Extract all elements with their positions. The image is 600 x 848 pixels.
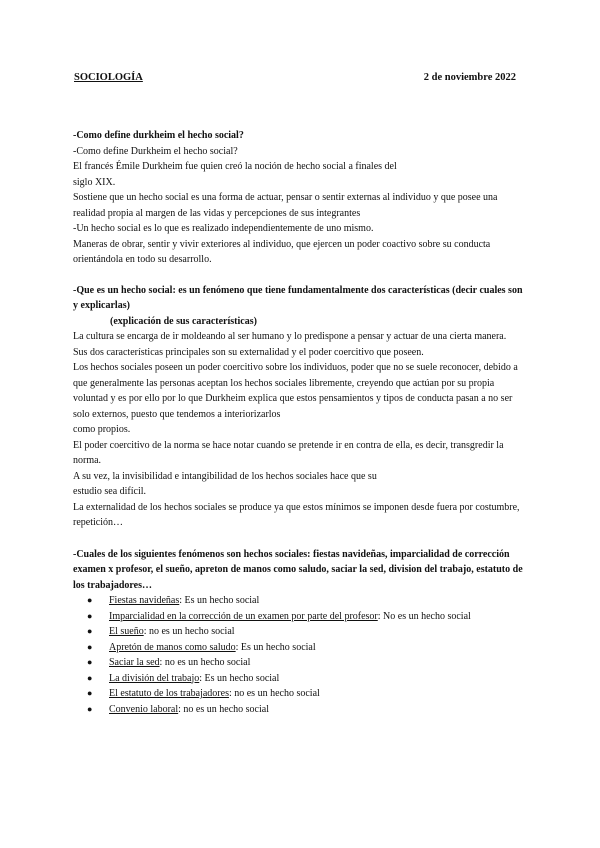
item-term: El estatuto de los trabajadores bbox=[109, 688, 229, 699]
list-item bbox=[73, 702, 525, 718]
bullet-icon: ● bbox=[87, 657, 93, 667]
bullet-icon: ● bbox=[87, 595, 93, 605]
paragraph-line: Los hechos sociales poseen un poder coercitivo sobre los individuos, poder que no se suele reconocer, debido a que generalmente las personas aceptan los hechos sociales libremente, creyendo que actúan por su propia voluntad y es por ello por lo que Durkheim explica que estos pensamientos y tipos de conducta pasan a no ser solo externos, puesto que tendemos a interiorizarlos bbox=[73, 362, 518, 420]
paragraph-line: La cultura se encarga de ir moldeando al ser humano y lo predispone a pensar y actuar de una cierta manera. bbox=[73, 331, 507, 342]
paragraph-line: siglo XIX. bbox=[73, 176, 116, 188]
item-answer: : Es un hecho social bbox=[199, 672, 280, 684]
item-term: Convenio laboral bbox=[109, 703, 179, 715]
list-item bbox=[73, 671, 525, 687]
list-item bbox=[73, 686, 525, 702]
question-3: -Cuales de los siguientes fenómenos son hechos sociales: fiestas navideñas, imparcialidad de corrección examen x profesor, el sueño, apreton de manos como saludo, saciar la sed, division del trabajo, estatuto de los trabajadores… bbox=[73, 548, 523, 591]
bullet-icon: ● bbox=[87, 626, 93, 636]
item-answer: : no es un hecho social bbox=[159, 657, 251, 668]
paragraph-line: La externalidad de los hechos sociales se produce ya que estos mínimos se imponen desde fuera por costumbre, repetición… bbox=[73, 501, 520, 528]
bullet-icon: ● bbox=[87, 672, 93, 683]
list-item bbox=[73, 655, 525, 671]
item-answer: : no es un hecho social bbox=[178, 703, 269, 715]
paragraph-line: El poder coercitivo de la norma se hace notar cuando se pretende ir en contra de ella, es decir, transgredir la norma. bbox=[73, 439, 504, 466]
item-answer: : Es un hecho social bbox=[179, 595, 260, 606]
item-term: Apretón de manos como saludo bbox=[109, 641, 236, 653]
item-term: La división del trabajo bbox=[109, 672, 200, 684]
question-1: -Como define durkheim el hecho social? bbox=[73, 130, 244, 141]
item-term: Saciar la sed bbox=[109, 657, 160, 668]
document-header bbox=[74, 72, 516, 83]
bullet-icon: ● bbox=[87, 688, 93, 698]
bullet-icon: ● bbox=[87, 610, 93, 621]
list-item bbox=[73, 640, 525, 656]
item-answer: : No es un hecho social bbox=[377, 610, 471, 622]
answer-list bbox=[73, 593, 525, 717]
paragraph-line: estudio sea difícil. bbox=[73, 486, 147, 497]
paragraph-line: Sostiene que un hecho social es una forma de actuar, pensar o sentir externas al individuo y que posee una realidad propia al margen de las vidas y percepciones de sus integrantes bbox=[73, 192, 498, 219]
question-2-subtitle: (explicación de sus características) bbox=[110, 315, 257, 327]
item-term: Fiestas navideñas bbox=[109, 595, 180, 606]
document-date: 2 de noviembre 2022 bbox=[423, 72, 516, 83]
bullet-icon: ● bbox=[87, 641, 93, 652]
item-term: Imparcialidad en la corrección de un examen por parte del profesor bbox=[109, 610, 378, 622]
document-title: SOCIOLOGÍA bbox=[74, 72, 143, 83]
bullet-icon: ● bbox=[87, 703, 93, 714]
question-2: -Que es un hecho social: es un fenómeno que tiene fundamentalmente dos características (decir cuales son y explicarlas) bbox=[73, 284, 523, 311]
paragraph-line: El francés Émile Durkheim fue quien creó la noción de hecho social a finales del bbox=[73, 161, 397, 172]
list-item bbox=[73, 624, 525, 640]
item-answer: : Es un hecho social bbox=[235, 641, 316, 653]
document-body bbox=[73, 128, 525, 717]
list-item bbox=[73, 609, 525, 625]
paragraph-line: Maneras de obrar, sentir y vivir exteriores al individuo, que ejercen un poder coactivo sobre su conducta orientándola en todo su desarrollo. bbox=[73, 238, 491, 265]
item-answer: : no es un hecho social bbox=[228, 688, 320, 699]
item-answer: : no es un hecho social bbox=[143, 626, 235, 637]
paragraph-line: -Un hecho social es lo que es realizado independientemente de uno mismo. bbox=[73, 223, 374, 234]
list-item bbox=[73, 593, 525, 609]
item-term: El sueño bbox=[109, 626, 144, 637]
paragraph-line: A su vez, la invisibilidad e intangibilidad de los hechos sociales hace que su bbox=[73, 470, 377, 482]
paragraph-line: como propios. bbox=[73, 424, 131, 435]
paragraph-line: -Como define Durkheim el hecho social? bbox=[73, 145, 238, 157]
paragraph-line: Sus dos características principales son su externalidad y el poder coercitivo que poseen. bbox=[73, 346, 424, 358]
